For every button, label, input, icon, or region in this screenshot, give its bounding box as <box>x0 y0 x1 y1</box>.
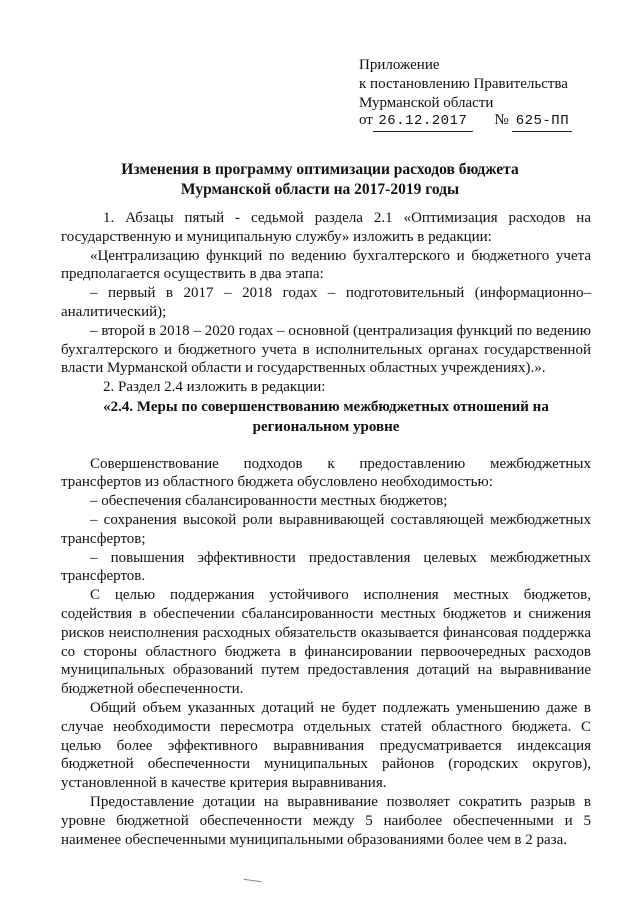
paragraph-2: «Централизацию функций по ведению бухгалтерского и бюджетного учета предполагается осуществить в два этапа: <box>61 247 591 283</box>
number-sign: № <box>494 112 509 128</box>
title-line-1: Изменения в программу оптимизации расходов бюджета <box>121 161 519 178</box>
paragraph-8: Общий объем указанных дотаций не будет подлежать уменьшению даже в случае необходимости пересмотра отдельных статей областного бюджета. С целью более эффективного выравнивания предусматривается индексация бюджетной обеспеченности муниципальных районов (городских округов), установленной в качестве критерия выравнивания. <box>61 699 591 792</box>
resolution-number: 625-ПП <box>512 112 572 132</box>
date-prefix: от <box>359 112 373 128</box>
paragraph-4: – второй в 2018 – 2020 годах – основной (централизация функций по ведению бухгалтерского и бюджетного учета в исполнительных органах государственной власти Мурманской области и государственных областных учреждениях).». <box>61 322 591 377</box>
attachment-label: Приложение <box>359 57 440 73</box>
paragraph-1: 1. Абзацы пятый - седьмой раздела 2.1 «Оптимизация расходов на государственную и муниципальную службу» изложить в редакции: <box>61 210 591 245</box>
paragraph-5: 2. Раздел 2.4 изложить в редакции: <box>103 379 326 396</box>
section-title-line-1: «2.4. Меры по совершенствованию межбюджетных отношений на <box>103 398 549 415</box>
resolution-reference: к постановлению Правительства <box>359 76 568 92</box>
title-line-2: Мурманской области на 2017-2019 годы <box>180 181 460 198</box>
page-mark <box>243 879 262 888</box>
spacer <box>61 437 591 455</box>
paragraph-7: С целью поддержания устойчивого исполнения местных бюджетов, содействия в обеспечении сбалансированности местных бюджетов и снижения рисков неисполнения расходных обязательств оказывается финансовая поддержка со стороны областного бюджета в финансировании первоочередных расходов муниципальных образований путем предоставления дотаций на выравнивание бюджетной обеспеченности. <box>61 587 591 698</box>
region-name: Мурманской области <box>359 95 494 111</box>
paragraph-3: – первый в 2017 – 2018 годах – подготовительный (информационно–аналитический); <box>61 285 591 320</box>
resolution-date-line <box>359 111 572 132</box>
document-body <box>61 209 591 849</box>
paragraph-6: Совершенствование подходов к предоставлению межбюджетных трансфертов из областного бюджета обусловлено необходимостью: <box>61 455 591 491</box>
resolution-date: 26.12.2017 <box>373 112 473 132</box>
list-item-2: – сохранения высокой роли выравнивающей составляющей межбюджетных трансфертов; <box>61 511 591 547</box>
list-item-1: – обеспечения сбалансированности местных бюджетов; <box>90 493 448 510</box>
list-item-3: – повышения эффективности предоставления целевых межбюджетных трансфертов. <box>61 549 591 585</box>
paragraph-9: Предоставление дотации на выравнивание позволяет сократить разрыв в уровне бюджетной обеспеченности между 5 наиболее обеспеченными и 5 наименее обеспеченными муниципальными образованиями более чем в 2 раза. <box>61 793 591 848</box>
section-title-line-2: региональном уровне <box>252 418 400 435</box>
